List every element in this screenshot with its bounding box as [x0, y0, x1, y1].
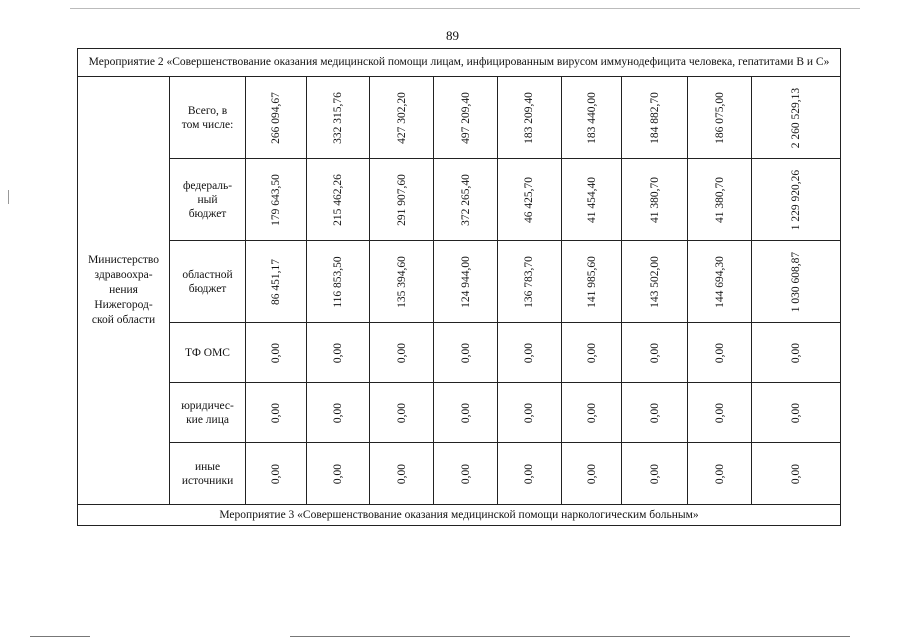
- value-text: 266 094,67: [269, 91, 282, 144]
- year-value-cell: [306, 159, 370, 241]
- year-value-cell: [306, 443, 370, 505]
- value-text: 41 380,70: [713, 176, 726, 223]
- funding-source-line: кие лица: [186, 413, 229, 426]
- value-text: 0,00: [713, 463, 726, 484]
- total-value-cell: [751, 323, 840, 383]
- value-text: 0,00: [395, 463, 408, 484]
- year-value-cell: [434, 323, 498, 383]
- year-value-cell: [434, 159, 498, 241]
- total-value-cell: [751, 383, 840, 443]
- year-value-cell: [622, 77, 688, 159]
- organization-line: здравоохра-: [94, 269, 153, 281]
- year-value-cell: [561, 443, 622, 505]
- year-value-cell: [622, 241, 688, 323]
- table-row: [78, 383, 841, 443]
- value-text: 0,00: [269, 402, 282, 423]
- year-value-cell: [434, 241, 498, 323]
- value-text: 0,00: [523, 402, 536, 423]
- value-text: 291 907,60: [395, 173, 408, 226]
- year-value-cell: [245, 383, 306, 443]
- bottom-rule-left: [30, 636, 90, 637]
- table-row: [78, 443, 841, 505]
- year-value-cell: [688, 159, 752, 241]
- value-text: 0,00: [789, 342, 802, 363]
- value-text: 46 425,70: [523, 176, 536, 223]
- table-row: [78, 241, 841, 323]
- year-value-cell: [497, 77, 561, 159]
- funding-source-line: иные: [194, 460, 221, 473]
- value-text: 0,00: [789, 402, 802, 423]
- margin-mark: [8, 190, 9, 204]
- value-text: 0,00: [648, 342, 661, 363]
- year-value-cell: [622, 159, 688, 241]
- year-value-cell: [245, 443, 306, 505]
- value-text: 186 075,00: [713, 91, 726, 144]
- total-value-cell: [751, 443, 840, 505]
- funding-source-line: Всего, в: [187, 104, 228, 117]
- year-value-cell: [434, 77, 498, 159]
- year-value-cell: [688, 77, 752, 159]
- value-text: 135 394,60: [395, 255, 408, 308]
- value-text: 0,00: [585, 342, 598, 363]
- top-rule: [70, 8, 860, 9]
- year-value-cell: [434, 443, 498, 505]
- value-text: 179 643,50: [269, 173, 282, 226]
- funding-source-line: юридичес-: [181, 399, 234, 412]
- funding-source-label: [170, 77, 246, 159]
- value-text: 116 853,50: [332, 255, 345, 308]
- total-value-cell: [751, 77, 840, 159]
- table-row: [78, 505, 841, 526]
- value-text: 332 315,76: [332, 91, 345, 144]
- value-text: 144 694,30: [713, 255, 726, 308]
- funding-source-line: ТФ ОМС: [185, 346, 230, 359]
- year-value-cell: [370, 323, 434, 383]
- year-value-cell: [370, 159, 434, 241]
- value-text: 427 302,20: [395, 91, 408, 144]
- funding-source-line: бюджет: [188, 282, 227, 295]
- year-value-cell: [245, 241, 306, 323]
- funding-source-line: источники: [181, 474, 234, 487]
- measure-3-header: Мероприятие 3 «Совершенствование оказания медицинской помощи наркологическим больным»: [78, 505, 841, 526]
- value-text: 136 783,70: [523, 255, 536, 308]
- value-text: 497 209,40: [459, 91, 472, 144]
- year-value-cell: [306, 241, 370, 323]
- year-value-cell: [688, 383, 752, 443]
- measure-2-header: Мероприятие 2 «Совершенствование оказания медицинской помощи лицам, инфицированным вирусом иммунодефицита человека, гепатитами В и С»: [78, 49, 841, 77]
- funding-source-line: том числе:: [181, 118, 234, 131]
- year-value-cell: [561, 383, 622, 443]
- year-value-cell: [688, 323, 752, 383]
- year-value-cell: [688, 443, 752, 505]
- year-value-cell: [622, 323, 688, 383]
- funding-source-label: [170, 443, 246, 505]
- value-text: 0,00: [395, 342, 408, 363]
- value-text: 0,00: [269, 342, 282, 363]
- year-value-cell: [245, 77, 306, 159]
- table-row: [78, 323, 841, 383]
- budget-table: [77, 48, 841, 526]
- year-value-cell: [370, 383, 434, 443]
- year-value-cell: [245, 159, 306, 241]
- year-value-cell: [306, 383, 370, 443]
- year-value-cell: [497, 159, 561, 241]
- value-text: 372 265,40: [459, 173, 472, 226]
- year-value-cell: [688, 241, 752, 323]
- value-text: 0,00: [459, 463, 472, 484]
- funding-source-label: [170, 241, 246, 323]
- value-text: 0,00: [585, 463, 598, 484]
- year-value-cell: [497, 241, 561, 323]
- funding-source-label: [170, 323, 246, 383]
- value-text: 1 030 608,87: [789, 251, 802, 312]
- value-text: 0,00: [585, 402, 598, 423]
- table-row: [78, 77, 841, 159]
- year-value-cell: [561, 159, 622, 241]
- value-text: 0,00: [789, 463, 802, 484]
- bottom-rule: [290, 636, 850, 637]
- organization-cell: [78, 77, 170, 505]
- year-value-cell: [497, 383, 561, 443]
- value-text: 141 985,60: [585, 255, 598, 308]
- year-value-cell: [306, 323, 370, 383]
- funding-source-line: федераль-: [182, 179, 233, 192]
- value-text: 0,00: [459, 402, 472, 423]
- value-text: 0,00: [459, 342, 472, 363]
- year-value-cell: [434, 383, 498, 443]
- value-text: 41 454,40: [585, 176, 598, 223]
- total-value-cell: [751, 159, 840, 241]
- year-value-cell: [622, 383, 688, 443]
- year-value-cell: [561, 323, 622, 383]
- value-text: 184 882,70: [648, 91, 661, 144]
- value-text: 41 380,70: [648, 176, 661, 223]
- value-text: 215 462,26: [332, 173, 345, 226]
- funding-source-label: [170, 159, 246, 241]
- value-text: 124 944,00: [459, 255, 472, 308]
- value-text: 183 209,40: [523, 91, 536, 144]
- table-row: [78, 159, 841, 241]
- year-value-cell: [497, 323, 561, 383]
- value-text: 0,00: [713, 342, 726, 363]
- year-value-cell: [370, 443, 434, 505]
- organization-line: Нижегород-: [94, 299, 153, 311]
- year-value-cell: [497, 443, 561, 505]
- funding-source-line: ный: [197, 193, 218, 206]
- value-text: 0,00: [395, 402, 408, 423]
- organization-line: нения: [109, 284, 138, 296]
- page-number: 89: [446, 28, 459, 43]
- value-text: 0,00: [713, 402, 726, 423]
- year-value-cell: [622, 443, 688, 505]
- value-text: 0,00: [523, 342, 536, 363]
- year-value-cell: [370, 77, 434, 159]
- funding-source-line: областной: [182, 268, 233, 281]
- year-value-cell: [561, 241, 622, 323]
- organization-line: Министерство: [88, 254, 159, 266]
- organization-line: ской области: [91, 314, 156, 326]
- year-value-cell: [370, 241, 434, 323]
- value-text: 0,00: [332, 342, 345, 363]
- value-text: 2 260 529,13: [789, 87, 802, 148]
- value-text: 0,00: [523, 463, 536, 484]
- value-text: 143 502,00: [648, 255, 661, 308]
- value-text: 86 451,17: [269, 258, 282, 305]
- year-value-cell: [561, 77, 622, 159]
- value-text: 183 440,00: [585, 91, 598, 144]
- value-text: 0,00: [648, 463, 661, 484]
- year-value-cell: [306, 77, 370, 159]
- funding-source-label: [170, 383, 246, 443]
- value-text: 0,00: [332, 402, 345, 423]
- value-text: 0,00: [332, 463, 345, 484]
- value-text: 1 229 920,26: [789, 169, 802, 230]
- year-value-cell: [245, 323, 306, 383]
- total-value-cell: [751, 241, 840, 323]
- funding-source-line: бюджет: [188, 207, 227, 220]
- value-text: 0,00: [648, 402, 661, 423]
- value-text: 0,00: [269, 463, 282, 484]
